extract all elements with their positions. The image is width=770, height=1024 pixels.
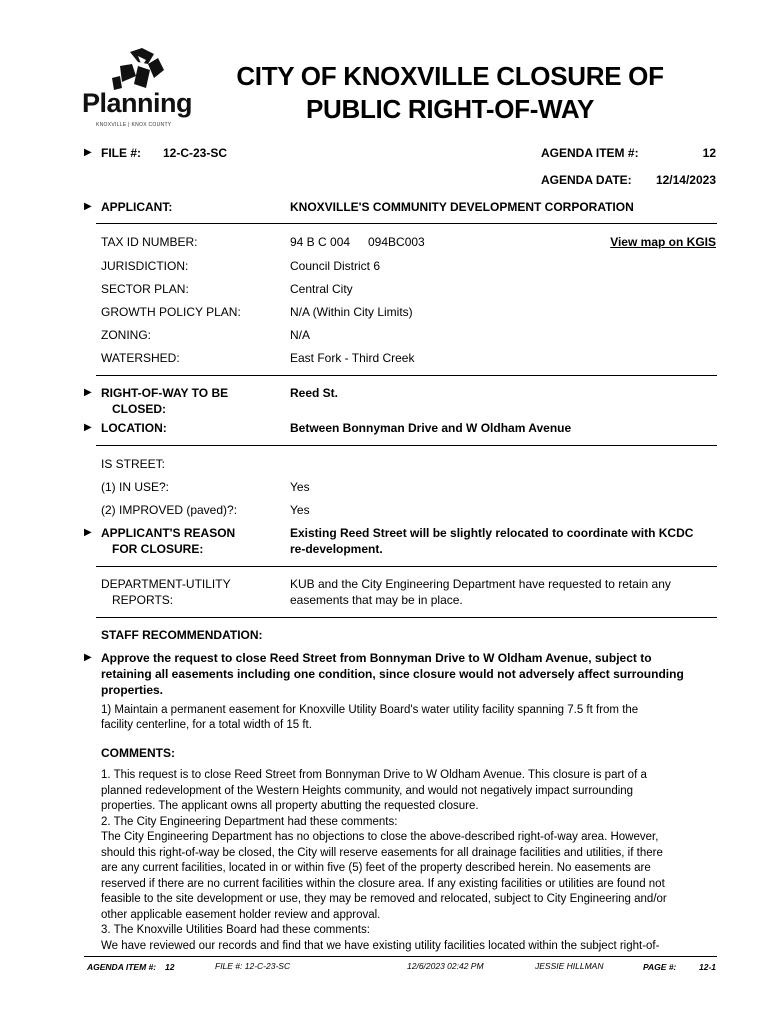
divider bbox=[96, 617, 717, 618]
dept-reports-value: KUB and the City Engineering Department have requested to retain any bbox=[290, 577, 671, 591]
sector-plan-label: SECTOR PLAN: bbox=[101, 282, 189, 296]
zoning-value: N/A bbox=[290, 328, 311, 342]
recommendation-text: properties. bbox=[101, 683, 164, 697]
page-title-line1: CITY OF KNOXVILLE CLOSURE OF bbox=[236, 61, 664, 91]
comment-line: feasible to the site development or use, they may be removed and relocated, subject to City Engineering and/or bbox=[101, 893, 667, 905]
row-closed-label-cont: CLOSED: bbox=[112, 402, 166, 416]
comment-line: planned redevelopment of the Western Heights community, and would not negatively impact surrounding bbox=[101, 784, 634, 797]
agenda-item-value: 12 bbox=[702, 146, 716, 160]
logo-subtext: KNOXVILLE | KNOX COUNTY bbox=[96, 122, 172, 128]
comment-line: other applicable easement holder review and approval. bbox=[101, 908, 381, 921]
footer-agenda-label: AGENDA ITEM #: bbox=[87, 962, 157, 972]
jurisdiction-value: Council District 6 bbox=[290, 259, 381, 273]
in-use-value: Yes bbox=[290, 480, 310, 494]
staff-recommendation-heading: STAFF RECOMMENDATION: bbox=[101, 628, 263, 642]
jurisdiction-label: JURISDICTION: bbox=[101, 259, 189, 273]
dept-reports-label: DEPARTMENT-UTILITY bbox=[101, 577, 231, 591]
improved-label: (2) IMPROVED (paved)?: bbox=[101, 503, 238, 517]
comment-line: 3. The Knoxville Utilities Board had these comments: bbox=[101, 924, 370, 936]
row-closed-label: RIGHT-OF-WAY TO BE bbox=[101, 386, 229, 400]
comment-line: 2. The City Engineering Department had these comments: bbox=[101, 815, 398, 828]
location-value: Between Bonnyman Drive and W Oldham Avenue bbox=[290, 421, 572, 435]
comment-line: properties. The applicant owns all property abutting the requested closure. bbox=[101, 800, 479, 812]
footer-page-value: 12-1 bbox=[698, 962, 716, 972]
location-label: LOCATION: bbox=[101, 421, 167, 435]
reason-value-cont: re-development. bbox=[290, 542, 383, 556]
kgis-map-link[interactable]: View map on KGIS bbox=[610, 235, 716, 249]
comment-line: are any current facilities, located in or within five (5) feet of the property described herein. No easements are bbox=[101, 862, 651, 874]
comments-heading: COMMENTS: bbox=[101, 746, 175, 760]
sector-plan-value: Central City bbox=[290, 282, 353, 296]
agenda-date-value: 12/14/2023 bbox=[655, 173, 716, 187]
comment-line: reserved if there are no current facilities within the closure area. If any existing facilities or utilities are found not bbox=[101, 877, 665, 890]
condition-text: 1) Maintain a permanent easement for Knoxville Utility Board's water utility facility spanning 7.5 ft from the bbox=[101, 704, 639, 716]
tax-id-value-alt: 094BC003 bbox=[368, 235, 425, 249]
reason-label: APPLICANT'S REASON bbox=[101, 526, 236, 540]
comment-line: should this right-of-way be closed, the City will reserve easements for all drainage facilities and utilities, if there bbox=[101, 846, 663, 859]
condition-text: facility centerline, for a total width of 15 ft. bbox=[101, 719, 312, 731]
logo-text: Planning bbox=[82, 88, 192, 118]
file-value: 12-C-23-SC bbox=[163, 146, 228, 160]
improved-value: Yes bbox=[290, 503, 310, 517]
row-closed-value: Reed St. bbox=[290, 386, 339, 400]
agenda-date-label: AGENDA DATE: bbox=[541, 173, 632, 187]
arrow-right-icon: ▶ bbox=[84, 652, 92, 663]
comment-line: The City Engineering Department has no objections to close the above-described right-of-way area. However, bbox=[101, 831, 659, 843]
comment-line: 1. This request is to close Reed Street from Bonnyman Drive to W Oldham Avenue. This closure is part of a bbox=[101, 769, 647, 781]
applicant-value: KNOXVILLE'S COMMUNITY DEVELOPMENT CORPORATION bbox=[290, 200, 634, 214]
applicant-label: APPLICANT: bbox=[101, 200, 173, 214]
divider bbox=[96, 566, 717, 567]
comment-line: We have reviewed our records and find that we have existing utility facilities located within the subject right-of- bbox=[101, 939, 660, 952]
footer-agenda-value: 12 bbox=[165, 962, 175, 972]
footer-file: FILE #: 12-C-23-SC bbox=[215, 961, 291, 971]
is-street-label: IS STREET: bbox=[101, 457, 166, 471]
dept-reports-value-cont: easements that may be in place. bbox=[290, 593, 463, 607]
divider bbox=[96, 445, 717, 446]
arrow-right-icon: ▶ bbox=[84, 147, 92, 158]
footer-divider bbox=[84, 956, 717, 957]
in-use-label: (1) IN USE?: bbox=[101, 480, 170, 494]
footer-author: JESSIE HILLMAN bbox=[535, 961, 604, 971]
file-label: FILE #: bbox=[101, 146, 142, 160]
arrow-right-icon: ▶ bbox=[84, 387, 92, 398]
tax-id-value: 94 B C 004 bbox=[290, 235, 351, 249]
watershed-label: WATERSHED: bbox=[101, 351, 180, 365]
tax-id-label: TAX ID NUMBER: bbox=[101, 235, 198, 249]
footer-timestamp: 12/6/2023 02:42 PM bbox=[407, 961, 484, 971]
recommendation-text: Approve the request to close Reed Street from Bonnyman Drive to W Oldham Avenue, subject to bbox=[101, 651, 652, 665]
recommendation-text: retaining all easements including one condition, since closure would not adversely affect surrounding bbox=[101, 667, 684, 681]
planning-logo bbox=[82, 48, 202, 132]
divider bbox=[96, 223, 717, 224]
growth-policy-value: N/A (Within City Limits) bbox=[290, 305, 413, 319]
arrow-right-icon: ▶ bbox=[84, 527, 92, 538]
dept-reports-label-cont: REPORTS: bbox=[112, 593, 174, 607]
planning-logo-mark-icon bbox=[108, 48, 166, 92]
reason-label-cont: FOR CLOSURE: bbox=[112, 542, 204, 556]
divider bbox=[96, 375, 717, 376]
watershed-value: East Fork - Third Creek bbox=[290, 351, 415, 365]
page-title-line2: PUBLIC RIGHT-OF-WAY bbox=[305, 94, 594, 124]
reason-value: Existing Reed Street will be slightly relocated to coordinate with KCDC bbox=[290, 526, 694, 540]
zoning-label: ZONING: bbox=[101, 328, 151, 342]
footer-page-label: PAGE #: bbox=[643, 962, 677, 972]
arrow-right-icon: ▶ bbox=[84, 422, 92, 433]
agenda-item-label: AGENDA ITEM #: bbox=[541, 146, 639, 160]
arrow-right-icon: ▶ bbox=[84, 201, 92, 212]
growth-policy-label: GROWTH POLICY PLAN: bbox=[101, 305, 241, 319]
